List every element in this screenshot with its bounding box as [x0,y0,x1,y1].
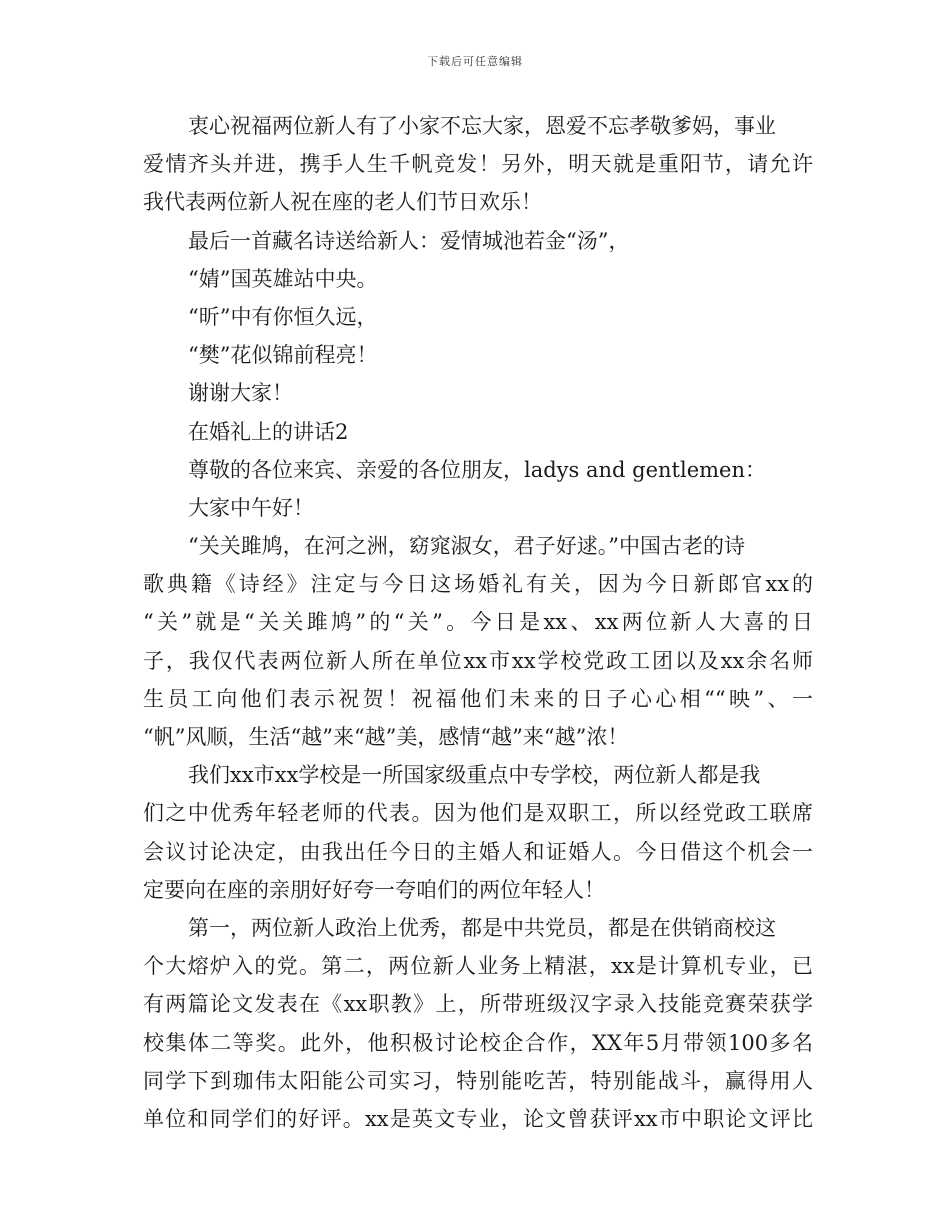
page-header: 下载后可任意编辑 [427,55,523,68]
text-line: “婧”国英雄站中央。 [188,266,378,291]
text-line: 子，我仅代表两位新人所在单位xx市xx学校党政工团以及xx余名师 [143,648,813,673]
text-line: 们之中优秀年轻老师的代表。因为他们是双职工，所以经党政工联席 [143,801,813,826]
text-line: 尊敬的各位来宾、亲爱的各位朋友，ladys and gentlemen： [188,457,767,482]
text-line: 定要向在座的亲朋好好夸一夸咱们的两位年轻人！ [143,877,605,902]
text-line: 同学下到珈伟太阳能公司实习，特别能吃苦，特别能战斗，赢得用人 [143,1068,813,1093]
text-line: 衷心祝福两位新人有了小家不忘大家，恩爱不忘孝敬爹妈，事业 [188,114,776,138]
text-line: 个大熔炉入的党。第二，两位新人业务上精湛，xx是计算机专业，已 [143,954,813,979]
text-line: 会议讨论决定，由我出任今日的主婚人和证婚人。今日借这个机会一 [143,839,813,864]
text-line: “樊”花似锦前程亮！ [188,343,378,368]
text-line: 单位和同学们的好评。xx是英文专业，论文曾获评xx市中职论文评比 [143,1106,813,1131]
text-line: “帆”风顺，生活“越”来“越”美，感情“越”来“越”浓！ [143,725,629,749]
text-line: “关关雎鸠，在河之洲，窈窕淑女，君子好逑。”中国古老的诗 [188,534,745,559]
text-line: 生员工向他们表示祝贺！祝福他们未来的日子心心相““映”、一 [143,686,813,711]
section-heading: 在婚礼上的讲话2 [188,419,349,444]
text-line: 谢谢大家！ [188,381,293,406]
text-line: 最后一首藏名诗送给新人：爱情城池若金“汤”， [188,228,630,253]
text-line: 爱情齐头并进，携手人生千帆竞发！另外，明天就是重阳节，请允许 [143,152,813,177]
document-body [143,107,813,1138]
text-line: 有两篇论文发表在《xx职教》上，所带班级汉字录入技能竞赛荣获学 [143,992,813,1017]
text-line: 我们xx市xx学校是一所国家级重点中专学校，两位新人都是我 [188,763,761,788]
text-line: 第一，两位新人政治上优秀，都是中共党员，都是在供销商校这 [188,915,776,940]
text-line: 大家中午好！ [188,495,314,520]
text-line: “昕”中有你恒久远， [188,304,378,329]
text-line: 我代表两位新人祝在座的老人们节日欢乐！ [143,190,542,215]
text-line: “关”就是“关关雎鸠”的“关”。今日是xx、xx两位新人大喜的日 [143,610,813,635]
text-line: 校集体二等奖。此外，他积极讨论校企合作，XX年5月带领100多名 [143,1030,813,1055]
text-line: 歌典籍《诗经》注定与今日这场婚礼有关，因为今日新郎官xx的 [143,572,813,597]
